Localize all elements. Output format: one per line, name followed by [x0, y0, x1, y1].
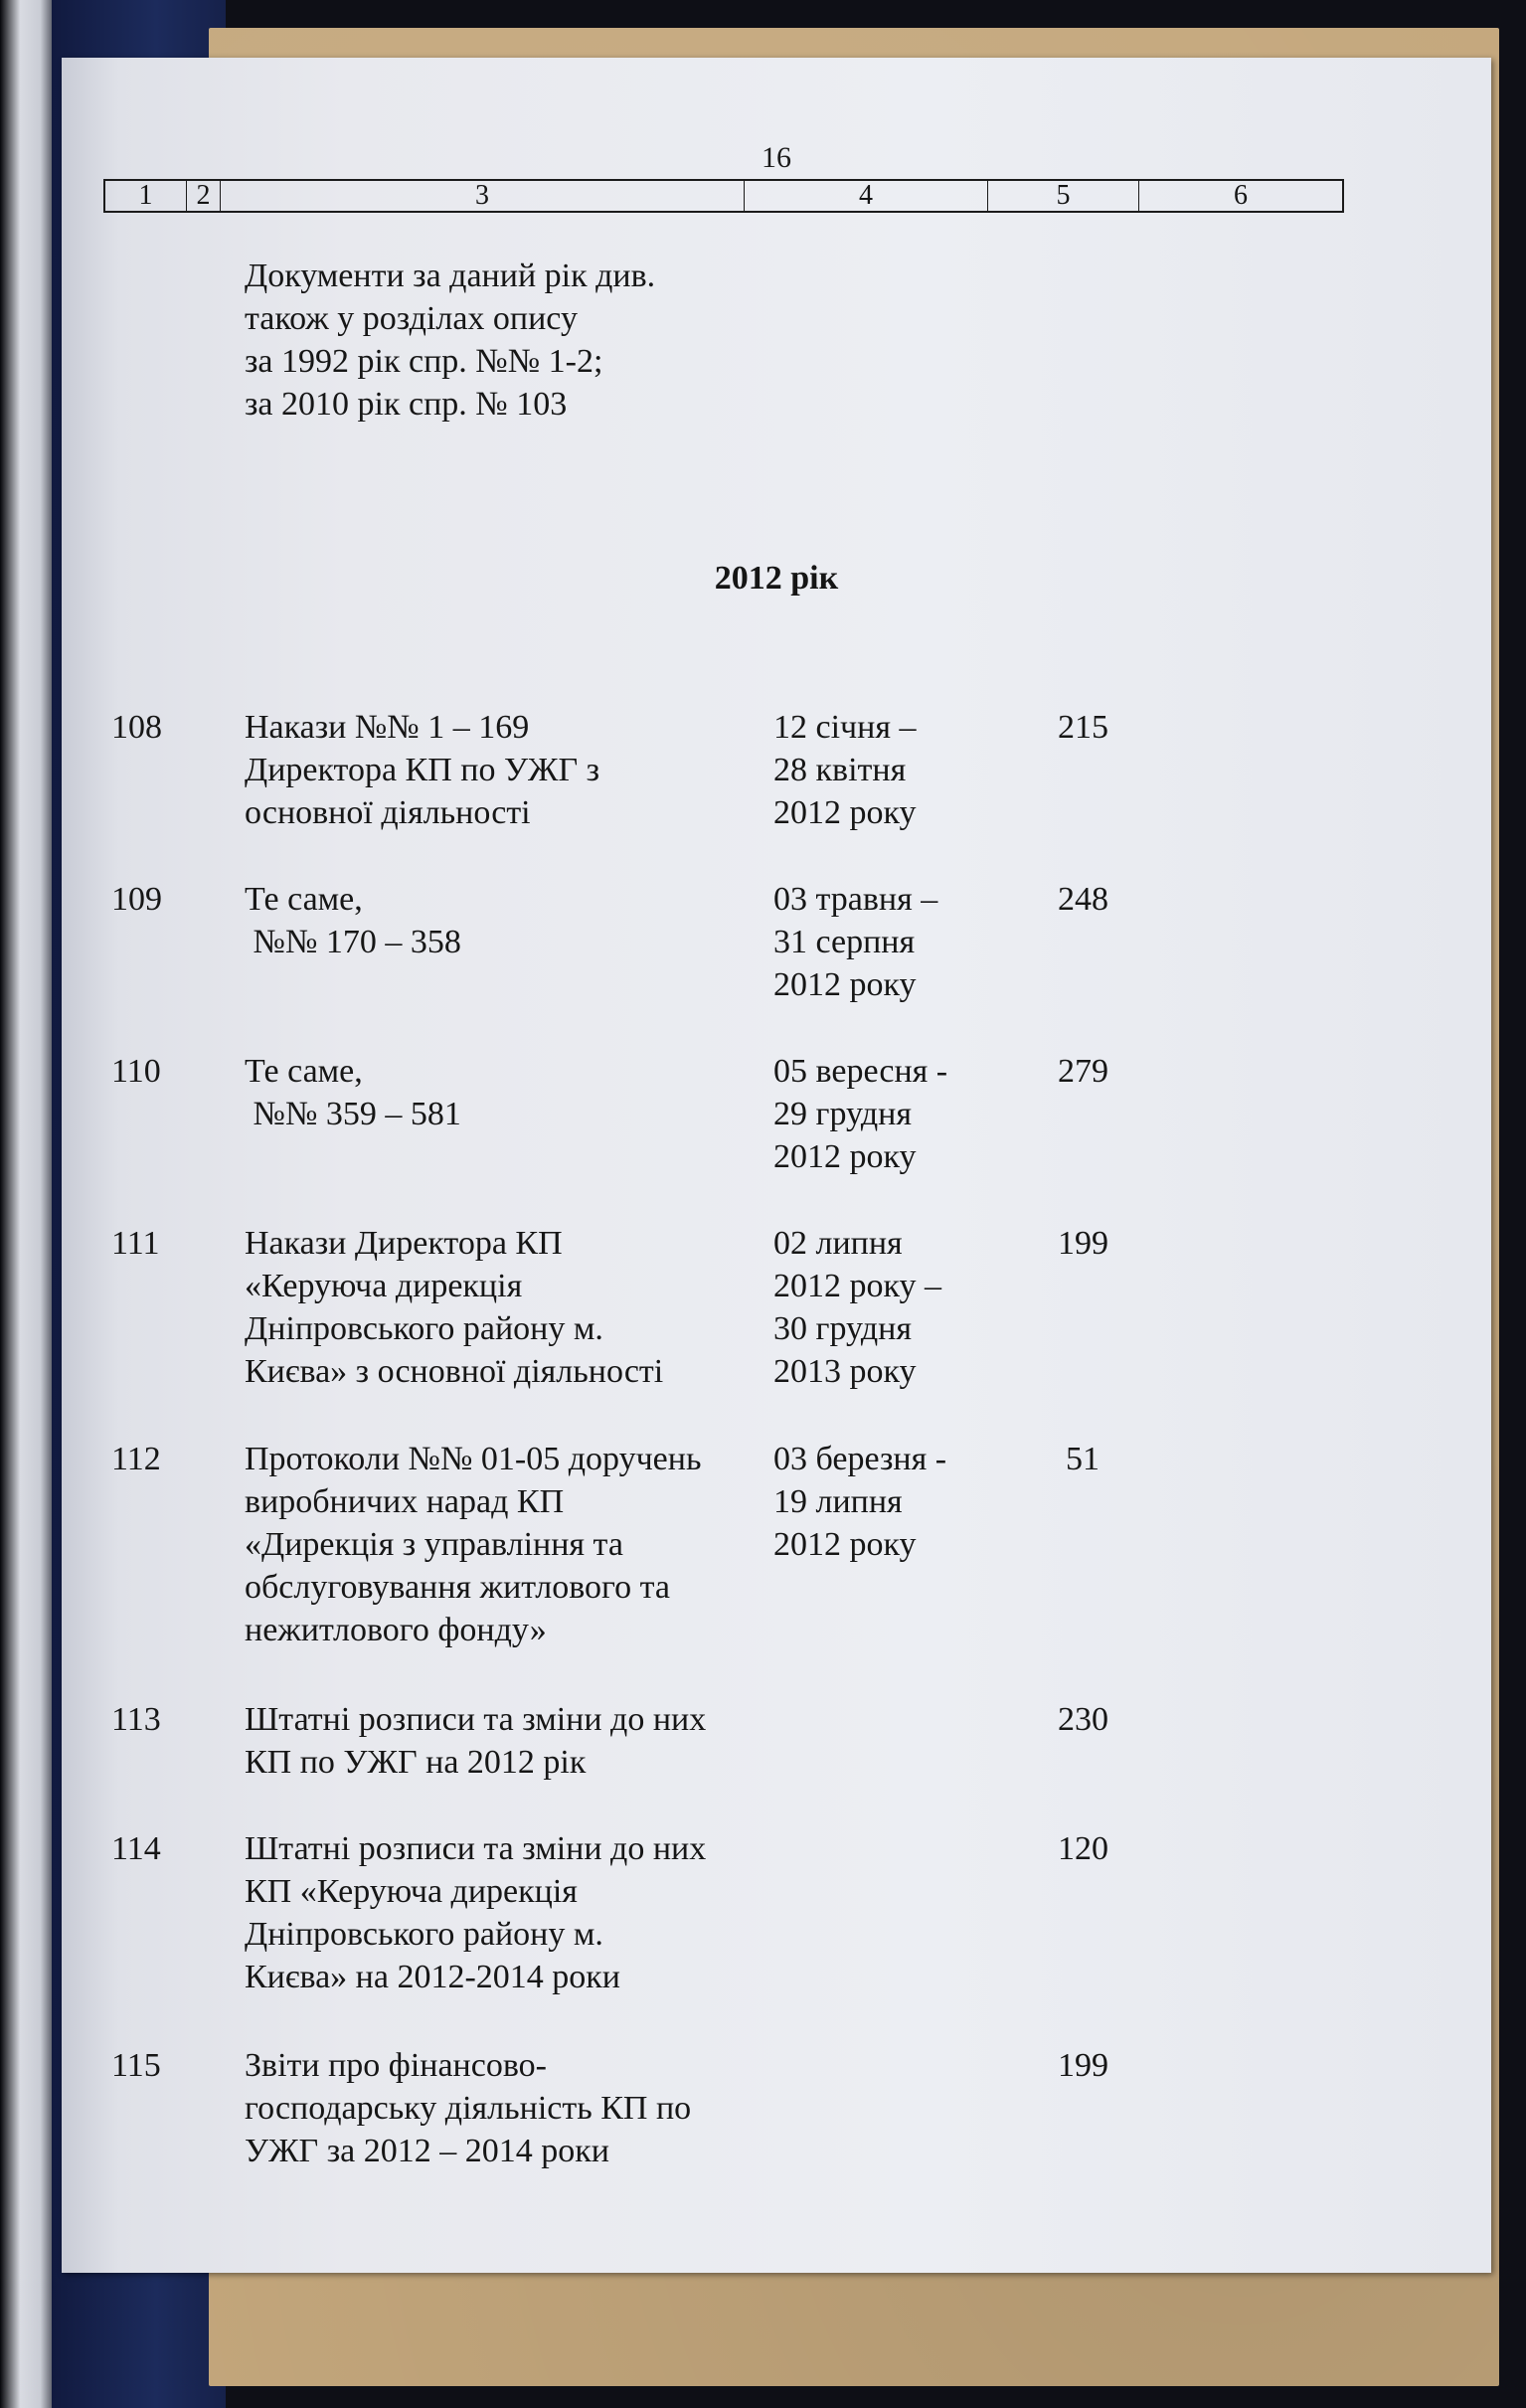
entry-title: Те саме, №№ 359 – 581: [245, 1053, 461, 1132]
entry-title: Штатні розписи та зміни до них КП по УЖГ на 2012 рік: [245, 1701, 707, 1781]
column-header-4: 4: [745, 181, 988, 211]
entry-sheet-count: 199: [1058, 2047, 1108, 2084]
entry-number: 108: [111, 709, 162, 746]
entry-sheet-count: 248: [1058, 881, 1108, 918]
page-number: 16: [762, 141, 791, 174]
entry-number: 113: [111, 1701, 161, 1738]
entry-sheet-count: 215: [1058, 709, 1108, 746]
entry-title: Звіти про фінансово- господарську діяльність КП по УЖГ за 2012 – 2014 роки: [245, 2047, 692, 2169]
entry-number: 115: [111, 2047, 161, 2084]
entry-sheet-count: 51: [1066, 1441, 1100, 1477]
entry-dates: 03 березня - 19 липня 2012 року: [773, 1441, 947, 1563]
entry-title: Протоколи №№ 01-05 доручень виробничих нарад КП «Дирекція з управління та обслуговування житлового та нежитлового фонду»: [245, 1441, 702, 1648]
entry-dates: 05 вересня - 29 грудня 2012 року: [773, 1053, 948, 1175]
entry-number: 110: [111, 1053, 161, 1090]
entry-title: Те саме, №№ 170 – 358: [245, 881, 461, 960]
entry-title: Накази Директора КП «Керуюча дирекція Дніпровського району м. Києва» з основної діяльності: [245, 1225, 664, 1390]
entry-number: 114: [111, 1830, 161, 1867]
entry-dates: 03 травня – 31 серпня 2012 року: [773, 881, 938, 1003]
entry-number: 112: [111, 1441, 161, 1477]
year-heading: 2012 рік: [714, 560, 839, 597]
entry-sheet-count: 279: [1058, 1053, 1108, 1090]
column-header-1: 1: [105, 181, 187, 211]
entry-title: Накази №№ 1 – 169 Директора КП по УЖГ з основної діяльності: [245, 709, 600, 831]
column-header-3: 3: [221, 181, 745, 211]
entry-sheet-count: 120: [1058, 1830, 1108, 1867]
entry-sheet-count: 199: [1058, 1225, 1108, 1262]
column-header-6: 6: [1234, 180, 1248, 211]
entry-dates: 12 січня – 28 квітня 2012 року: [773, 709, 917, 831]
entry-number: 111: [111, 1225, 160, 1262]
entry-number: 109: [111, 881, 162, 918]
book-binding-edge: [0, 0, 58, 2408]
column-header-5: 5: [988, 181, 1139, 211]
intro-note: Документи за даний рік див. також у розділах опису за 1992 рік спр. №№ 1-2; за 2010 рік спр. № 103: [245, 258, 656, 423]
entry-dates: 02 липня 2012 року – 30 грудня 2013 року: [773, 1225, 942, 1390]
inventory-page: [62, 58, 1491, 2273]
entry-title: Штатні розписи та зміни до них КП «Керуюча дирекція Дніпровського району м. Києва» на 2012-2014 роки: [245, 1830, 707, 1995]
column-header-row: [103, 179, 1344, 213]
entry-sheet-count: 230: [1058, 1701, 1108, 1738]
column-header-2: 2: [187, 181, 221, 211]
